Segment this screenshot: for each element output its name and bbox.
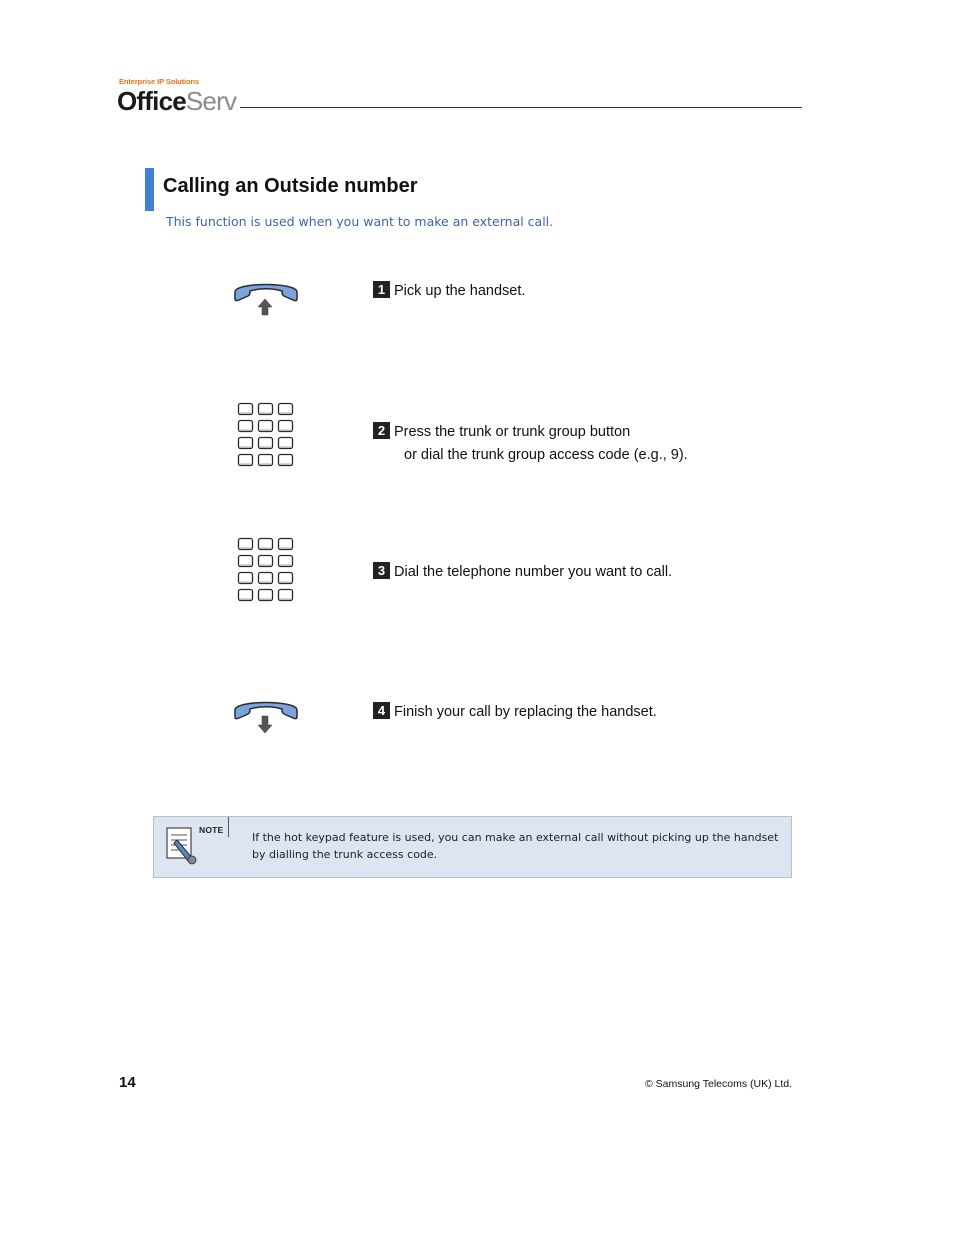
step-number-badge: 3 — [373, 562, 390, 579]
brand-tagline: Enterprise IP Solutions — [119, 77, 200, 86]
handset-replace-icon — [232, 696, 300, 736]
step-4 — [373, 702, 657, 722]
page-number: 14 — [119, 1074, 136, 1091]
step-text: Dial the telephone number you want to call. — [394, 564, 673, 580]
note-label: NOTE — [199, 825, 224, 835]
page-subtitle: This function is used when you want to make an external call. — [166, 214, 554, 229]
step-text: Finish your call by replacing the handset. — [394, 704, 657, 720]
copyright: © Samsung Telecoms (UK) Ltd. — [645, 1078, 793, 1090]
logo-part-office: Office — [117, 86, 186, 116]
logo-part-serv: Serv — [185, 86, 237, 116]
step-text: Pick up the handset. — [394, 283, 526, 299]
step-2-continuation: or dial the trunk group access code (e.g., 9). — [404, 447, 688, 463]
page-title: Calling an Outside number — [163, 175, 418, 197]
step-number-badge: 1 — [373, 281, 390, 298]
step-2 — [373, 422, 630, 442]
note-divider — [228, 817, 229, 837]
step-number-badge: 4 — [373, 702, 390, 719]
step-number-badge: 2 — [373, 422, 390, 439]
header-rule — [240, 107, 802, 108]
step-text: Press the trunk or trunk group button — [394, 424, 631, 440]
officeserv-logo — [117, 86, 236, 116]
note-text-line: by dialling the trunk access code. — [252, 848, 438, 861]
note-text — [252, 829, 782, 863]
keypad-icon — [237, 537, 295, 605]
step-3 — [373, 562, 672, 582]
keypad-icon — [237, 402, 295, 470]
note-pencil-icon — [165, 826, 201, 866]
step-1 — [373, 281, 525, 301]
title-accent-bar — [145, 168, 154, 211]
handset-lift-icon — [232, 278, 300, 318]
note-text-line: If the hot keypad feature is used, you can make an external call without picking up the handset — [252, 831, 779, 844]
